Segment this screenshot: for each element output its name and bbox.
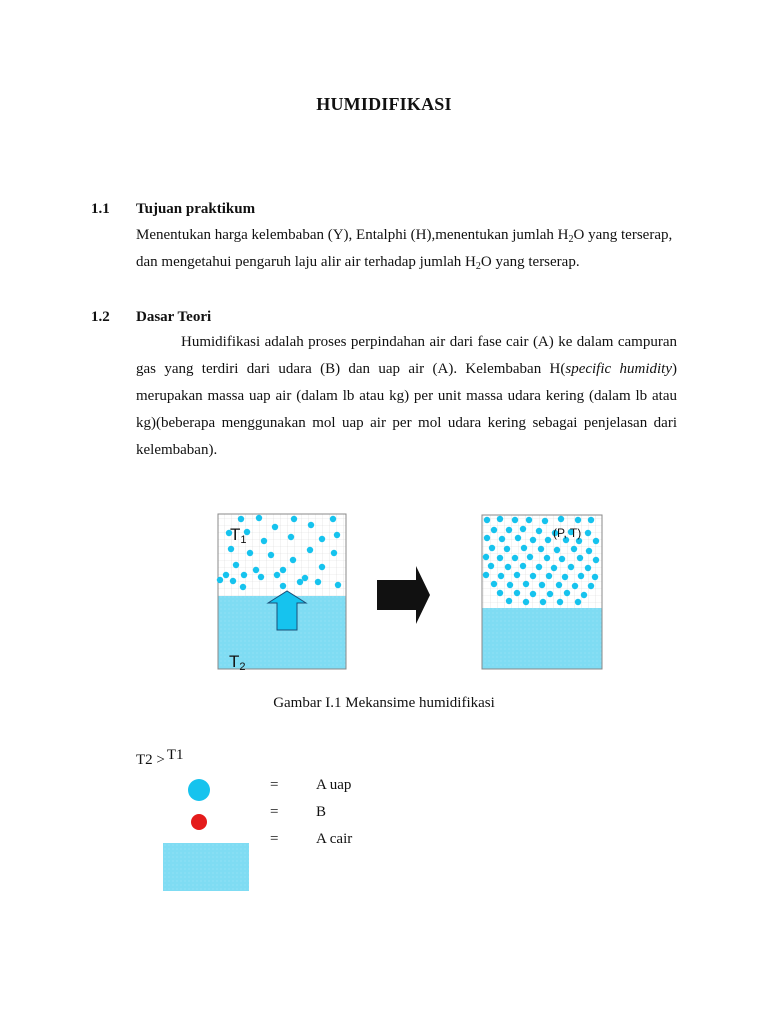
legend-label-vapor: A uap — [316, 777, 352, 793]
legend-label-air: B — [316, 804, 327, 820]
legend-equals-1: = — [270, 777, 279, 793]
figure-caption: Gambar I.1 Mekansime humidifikasi — [273, 695, 495, 711]
vapor-circle-icon — [188, 779, 210, 801]
section-heading-2: Dasar Teori — [136, 309, 212, 325]
legend-label-liquid: A cair — [316, 831, 353, 847]
page-title: HUMIDIFIKASI — [316, 94, 452, 114]
pt-label: (P, T) — [553, 526, 582, 540]
section-number-1: 1.1 — [91, 201, 110, 217]
air-circle-icon — [191, 814, 207, 830]
section-2-paragraph: Humidifikasi adalah proses perpindahan air dari fase cair (A) ke dalam campuran gas yang terdiri dari udara (B) dan uap air (A). Kelembaban H(specific humidity) merupakan massa uap air (dalam lb atau kg) per unit massa udara kering (dalam lb atau kg)(beberapa menggunakan mol uap air per mol udara kering sebagai penjelasan dari kelembaban). — [136, 334, 677, 458]
section-1-line-1: Menentukan harga kelembaban (Y), Entalphi (H),menentukan jumlah $H_2O$ yang terserap, — [136, 227, 673, 245]
t1-label: T1 — [230, 525, 247, 546]
liquid-swatch-icon — [163, 843, 249, 891]
temperature-condition: T2 > T1 — [136, 747, 184, 768]
legend-equals-3: = — [270, 831, 279, 847]
section-number-2: 1.2 — [91, 309, 110, 325]
section-heading-1: Tujuan praktikum — [136, 201, 256, 217]
legend-equals-2: = — [270, 804, 279, 820]
section-1-line-2: dan mengetahui pengaruh laju alir air terhadap jumlah $H_2O$ yang terserap. — [136, 254, 580, 272]
t2-label: T2 — [229, 652, 246, 673]
